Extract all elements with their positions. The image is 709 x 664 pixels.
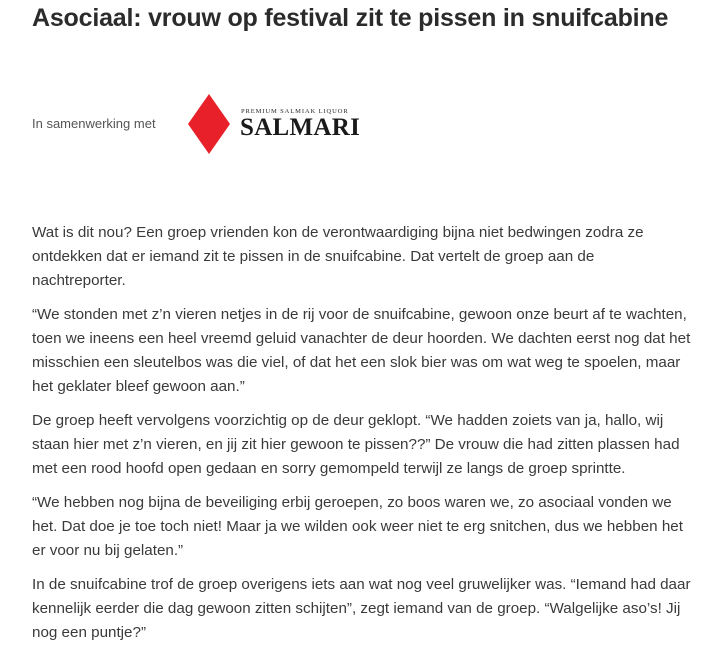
diamond-icon <box>188 94 230 154</box>
sponsor-logo-link[interactable] <box>188 94 361 154</box>
article-paragraph: In de snuifcabine trof de groep overigens iets aan wat nog veel gruwelijker was. “Iemand had daar kennelijk eerder die dag gewoon zitten schijten”, zegt iemand van de groep. “Walgelijke aso’s! Jij nog een puntje?” <box>32 576 691 641</box>
article-paragraph: “We hebben nog bijna de beveiliging erbij geroepen, zo boos waren we, zo asociaal vonden we het. Dat doe je toe toch niet! Maar ja we wilden ook weer niet te erg snitchen, dus we hebben het er voor nu bij gelaten.” <box>32 494 683 559</box>
article-paragraph: “We stonden met z’n vieren netjes in de rij voor de snuifcabine, gewoon onze beurt af te wachten, toen we ineens een heel vreemd geluid vanachter de deur hoorden. We dachten eerst nog dat het misschien een sleutelbos was die viel, of dat het een slok bier was om wat weg te spoelen, maar het geklater bleef gewoon aan.” <box>32 306 691 395</box>
sponsor-block <box>32 94 432 154</box>
article-paragraph: Wat is dit nou? Een groep vrienden kon de verontwaardiging bijna niet bedwingen zodra ze ontdekken dat er iemand zit te pissen in de snuifcabine. Dat vertelt de groep aan de nachtreporter. <box>32 224 644 289</box>
article-title: Asociaal: vrouw op festival zit te pissen in snuifcabine <box>32 4 669 32</box>
sponsor-logo-tagline: PREMIUM SALMIAK LIQUOR <box>241 108 349 115</box>
article-body <box>32 221 692 655</box>
sponsor-logo-wordmark: SALMARI <box>240 114 361 141</box>
article-paragraph: De groep heeft vervolgens voorzichtig op de deur geklopt. “We hadden zoiets van ja, hallo, wij staan hier met z’n vieren, en jij zit hier gewoon te pissen??” De vrouw die had zitten plassen had met een rood hoofd open gedaan en sorry gemompeld terwijl ze langs de groep sprintte. <box>32 412 680 477</box>
sponsor-label: In samenwerking met <box>32 116 156 131</box>
